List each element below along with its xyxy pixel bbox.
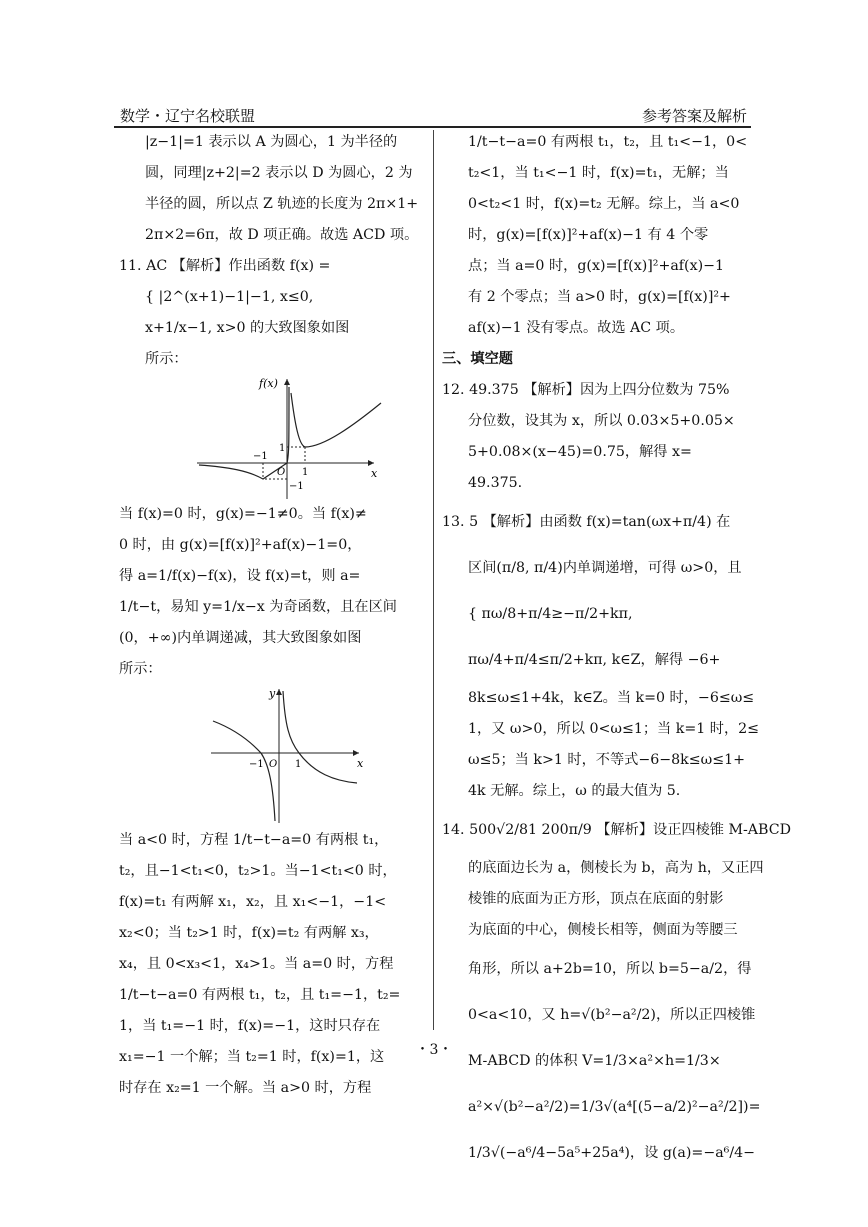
header-right: 参考答案及解析 bbox=[641, 107, 747, 125]
text-line: 为底面的中心，侧棱长相等，侧面为等腰三 bbox=[468, 922, 738, 938]
tick-origin: O bbox=[277, 467, 286, 478]
text-line: 2π×2=6π，故 D 项正确。故选 ACD 项。 bbox=[145, 227, 419, 243]
text-line: 1，又 ω>0，所以 0<ω≤1；当 k=1 时，2≤ bbox=[468, 721, 760, 737]
text-line: 5+0.08×(x−45)=0.75，解得 x= bbox=[468, 444, 692, 460]
page-header bbox=[114, 102, 751, 128]
text-line: 13. 5 【解析】由函数 f(x)=tan(ωx+π/4) 在 bbox=[442, 514, 731, 530]
text-line: 当 f(x)=0 时，g(x)=−1≠0。当 f(x)≠ bbox=[119, 506, 367, 522]
text-line: 4k 无解。综上，ω 的最大值为 5. bbox=[468, 783, 681, 799]
text-line: 分位数，设其为 x，所以 0.03×5+0.05× bbox=[468, 413, 735, 429]
text-line: 圆，同理|z+2|=2 表示以 D 为圆心，2 为 bbox=[145, 165, 413, 181]
text-line: af(x)−1 没有零点。故选 AC 项。 bbox=[468, 320, 685, 336]
tick-x1: 1 bbox=[302, 467, 309, 478]
axis-label-x: x bbox=[371, 467, 378, 480]
text-line: t₂<1，当 t₁<−1 时，f(x)=t₁，无解；当 bbox=[468, 165, 729, 181]
tick2-origin: O bbox=[269, 759, 278, 770]
text-line: 角形，所以 a+2b=10，所以 b=5−a/2，得 bbox=[468, 961, 752, 977]
text-line: 半径的圆，所以点 Z 轨迹的长度为 2π×1+ bbox=[145, 196, 419, 212]
text-line: a²×√(b²−a²/2)=1/3√(a⁴[(5−a/2)²−a²/2])= bbox=[468, 1099, 761, 1115]
text-line: f(x)=t₁ 有两解 x₁，x₂，且 x₁<−1，−1< bbox=[119, 894, 387, 910]
text-line: 所示： bbox=[119, 661, 162, 677]
tick-y1: 1 bbox=[279, 443, 286, 454]
text-line: πω/4+π/4≤π/2+kπ, k∈Z，解得 −6+ bbox=[468, 652, 721, 668]
axis-label-fx: f(x) bbox=[259, 377, 278, 390]
tick2-neg1: −1 bbox=[249, 759, 264, 770]
text-line: 1/t−t−a=0 有两根 t₁，t₂，且 t₁<−1，0< bbox=[468, 134, 748, 150]
page-number: ・3・ bbox=[415, 1042, 453, 1058]
axis-label-x2: x bbox=[357, 757, 364, 770]
section-heading: 三、填空题 bbox=[442, 351, 513, 367]
axis-label-y: y bbox=[269, 687, 276, 700]
text-line: 当 a<0 时，方程 1/t−t−a=0 有两根 t₁， bbox=[119, 832, 389, 848]
text-line: 的底面边长为 a，侧棱长为 b，高为 h，又正四 bbox=[468, 860, 764, 876]
text-line: x₄，且 0<x₃<1，x₄>1。当 a=0 时，方程 bbox=[119, 956, 394, 972]
text-line: { |2^(x+1)−1|−1, x≤0, bbox=[145, 289, 314, 305]
figure-fx-graph bbox=[119, 375, 427, 499]
text-line: 11. AC 【解析】作出函数 f(x) = bbox=[119, 258, 331, 274]
text-line: 所示： bbox=[145, 351, 188, 367]
tick-neg1: −1 bbox=[253, 451, 268, 462]
text-line: { πω/8+π/4≥−π/2+kπ, bbox=[468, 606, 633, 622]
text-line: 点；当 a=0 时，g(x)=[f(x)]²+af(x)−1 bbox=[468, 258, 725, 274]
text-line: 1，当 t₁=−1 时，f(x)=−1，这时只存在 bbox=[119, 1018, 381, 1034]
text-line: |z−1|=1 表示以 A 为圆心，1 为半径的 bbox=[145, 134, 398, 150]
text-line: ω≤5；当 k>1 时，不等式−6−8k≤ω≤1+ bbox=[468, 752, 746, 768]
text-line: x+1/x−1, x>0 的大致图象如图 bbox=[145, 320, 350, 336]
text-line: 0<t₂<1 时，f(x)=t₂ 无解。综上，当 a<0 bbox=[468, 196, 740, 212]
text-line: 棱锥的底面为正方形，顶点在底面的射影 bbox=[468, 891, 724, 907]
right-column bbox=[442, 127, 791, 1176]
text-line: 有 2 个零点；当 a>0 时，g(x)=[f(x)]²+ bbox=[468, 289, 731, 305]
text-line: 区间(π/8, π/4)内单调递增，可得 ω>0，且 bbox=[468, 560, 742, 576]
text-line: 49.375. bbox=[468, 475, 523, 491]
text-line: 0<a<10，又 h=√(b²−a²/2)，所以正四棱锥 bbox=[468, 1007, 756, 1023]
text-line: 12. 49.375 【解析】因为上四分位数为 75% bbox=[442, 382, 730, 398]
text-line: M-ABCD 的体积 V=1/3×a²×h=1/3× bbox=[468, 1053, 721, 1069]
text-line: x₂<0；当 t₂>1 时，f(x)=t₂ 有两解 x₃， bbox=[119, 925, 379, 941]
header-left: 数学・辽宁名校联盟 bbox=[120, 107, 256, 125]
left-column bbox=[119, 127, 427, 1104]
text-line: 1/t−t−a=0 有两根 t₁，t₂，且 t₁=−1，t₂= bbox=[119, 987, 401, 1003]
text-line: 时存在 x₂=1 一个解。当 a>0 时，方程 bbox=[119, 1080, 372, 1096]
text-line: 14. 500√2/81 200π/9 【解析】设正四棱锥 M-ABCD bbox=[442, 822, 791, 838]
text-line: t₂，且−1<t₁<0，t₂>1。当−1<t₁<0 时， bbox=[119, 863, 397, 879]
text-line: x₁=−1 一个解；当 t₂=1 时，f(x)=1，这 bbox=[119, 1049, 385, 1065]
column-divider bbox=[433, 130, 434, 1030]
text-line: (0，+∞)内单调递减，其大致图象如图 bbox=[119, 630, 362, 646]
figure-y-graph bbox=[119, 685, 427, 825]
text-line: 得 a=1/f(x)−f(x)，设 f(x)=t，则 a= bbox=[119, 568, 361, 584]
tick-yneg1: −1 bbox=[289, 481, 304, 492]
tick2-x1: 1 bbox=[295, 759, 302, 770]
text-line: 时，g(x)=[f(x)]²+af(x)−1 有 4 个零 bbox=[468, 227, 709, 243]
text-line: 0 时，由 g(x)=[f(x)]²+af(x)−1=0， bbox=[119, 537, 362, 553]
text-line: 1/3√(−a⁶/4−5a⁵+25a⁴)，设 g(a)=−a⁶/4− bbox=[468, 1145, 756, 1161]
text-line: 1/t−t，易知 y=1/x−x 为奇函数，且在区间 bbox=[119, 599, 397, 615]
text-line: 8k≤ω≤1+4k，k∈Z。当 k=0 时，−6≤ω≤ bbox=[468, 690, 755, 706]
